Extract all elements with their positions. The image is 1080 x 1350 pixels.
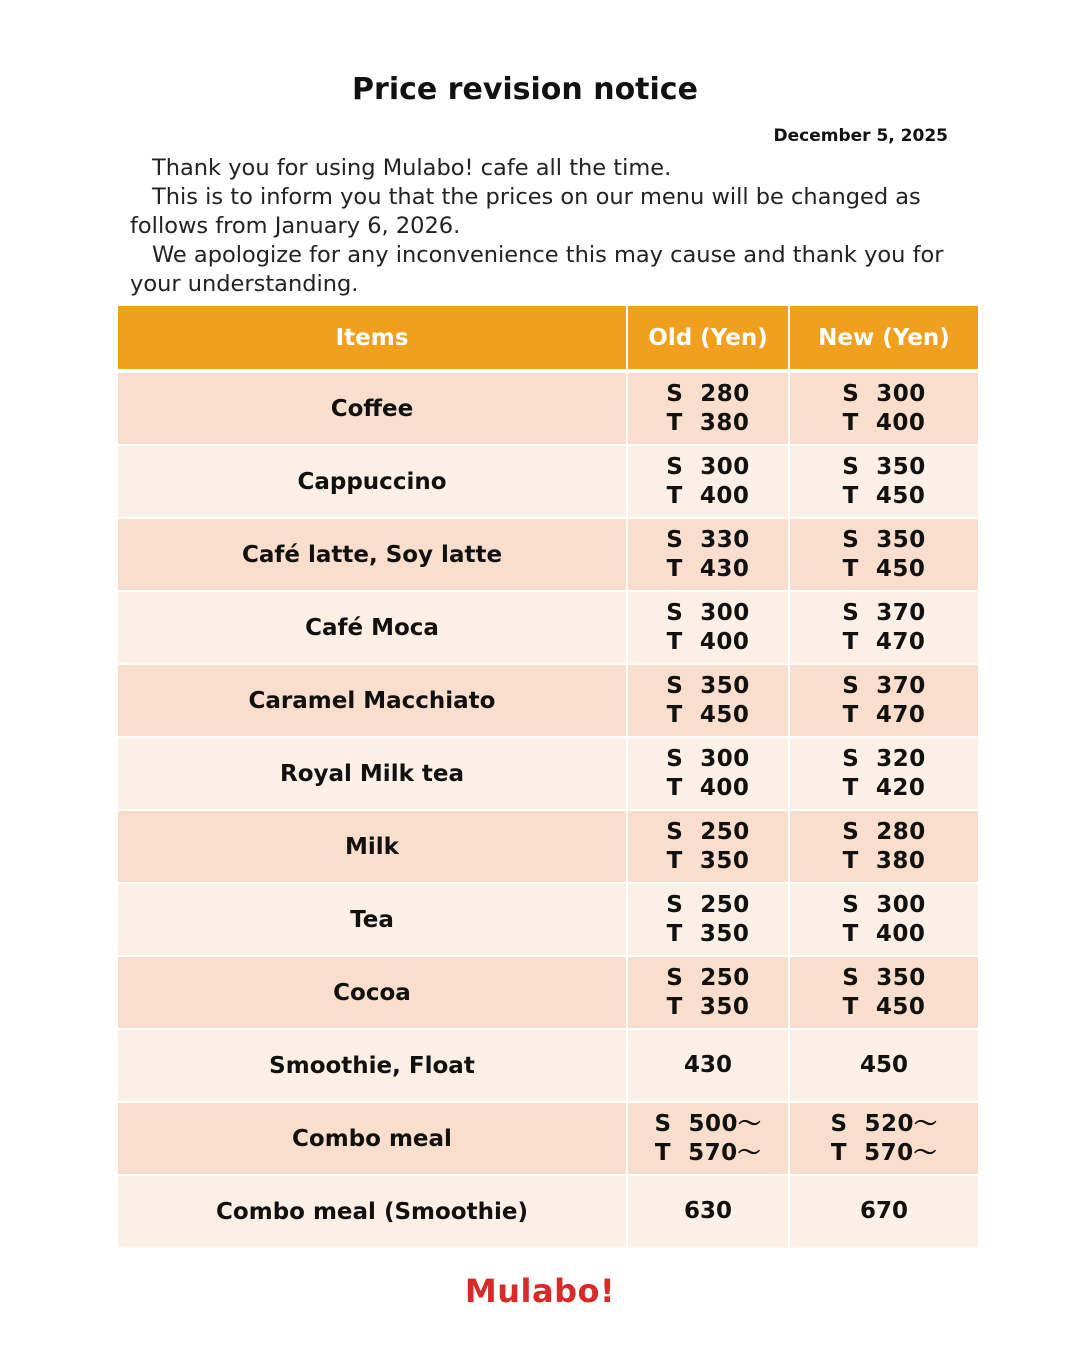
new-price-cell: [789, 591, 978, 664]
old-price-line: T 350: [666, 847, 750, 874]
intro-text: [130, 154, 960, 299]
item-name: Milk: [118, 810, 627, 883]
item-name: Caramel Macchiato: [118, 664, 627, 737]
new-price-line: S 320: [842, 745, 926, 772]
old-price-line: 630: [683, 1198, 732, 1224]
old-price-cell: [627, 883, 789, 956]
header-old-price: Old (Yen): [627, 306, 789, 371]
old-price-line: S 250: [666, 964, 750, 991]
old-price-line: T 450: [666, 701, 750, 728]
old-price-cell: [627, 737, 789, 810]
old-price-line: S 250: [666, 891, 750, 918]
new-price-cell: [789, 737, 978, 810]
mulabo-logo: Mulabo!: [464, 1272, 616, 1310]
old-price-line: S 350: [666, 672, 750, 699]
page-title: Price revision notice: [352, 72, 698, 107]
item-name: Combo meal (Smoothie): [118, 1175, 627, 1248]
old-price-line: T 400: [666, 774, 750, 801]
intro-paragraph: This is to inform you that the prices on our menu will be changed as follows from January 6, 2026.: [130, 184, 921, 239]
table-row: [118, 1175, 978, 1248]
new-price-line: T 450: [842, 555, 926, 582]
new-price-cell: [789, 1029, 978, 1102]
item-name: Café Moca: [118, 591, 627, 664]
old-price-cell: [627, 664, 789, 737]
item-name: Combo meal: [118, 1102, 627, 1175]
item-name: Coffee: [118, 371, 627, 445]
table-row: [118, 591, 978, 664]
old-price-cell: [627, 1175, 789, 1248]
new-price-cell: [789, 1102, 978, 1175]
old-price-cell: [627, 518, 789, 591]
new-price-line: T 420: [842, 774, 926, 801]
old-price-line: T 380: [666, 409, 750, 436]
old-price-line: 430: [683, 1052, 732, 1078]
new-price-line: S 350: [842, 526, 926, 553]
old-price-line: T 400: [666, 482, 750, 509]
old-price-line: T 430: [666, 555, 750, 582]
table-row: [118, 956, 978, 1029]
old-price-cell: [627, 445, 789, 518]
table-row: [118, 371, 978, 445]
new-price-line: S 520～: [830, 1110, 938, 1137]
item-name: Royal Milk tea: [118, 737, 627, 810]
old-price-line: S 330: [666, 526, 750, 553]
new-price-line: S 300: [842, 380, 926, 407]
item-name: Smoothie, Float: [118, 1029, 627, 1102]
table-row: [118, 737, 978, 810]
item-name: Tea: [118, 883, 627, 956]
old-price-line: T 350: [666, 993, 750, 1020]
intro-paragraph: Thank you for using Mulabo! cafe all the time.: [152, 155, 672, 181]
new-price-cell: [789, 371, 978, 445]
table-row: [118, 810, 978, 883]
notice-date: December 5, 2025: [773, 126, 948, 146]
new-price-line: S 350: [842, 453, 926, 480]
new-price-cell: [789, 664, 978, 737]
new-price-line: S 280: [842, 818, 926, 845]
item-name: Cappuccino: [118, 445, 627, 518]
new-price-line: T 450: [842, 482, 926, 509]
price-table: [118, 306, 978, 1249]
new-price-line: S 300: [842, 891, 926, 918]
new-price-line: 450: [859, 1052, 908, 1078]
new-price-cell: [789, 518, 978, 591]
new-price-line: S 350: [842, 964, 926, 991]
new-price-line: T 400: [842, 409, 926, 436]
new-price-line: 670: [859, 1198, 908, 1224]
old-price-line: S 250: [666, 818, 750, 845]
header-items: Items: [118, 306, 627, 371]
old-price-line: S 280: [666, 380, 750, 407]
new-price-line: T 470: [842, 628, 926, 655]
new-price-cell: [789, 883, 978, 956]
new-price-line: S 370: [842, 672, 926, 699]
new-price-line: T 400: [842, 920, 926, 947]
old-price-line: S 300: [666, 599, 750, 626]
old-price-cell: [627, 810, 789, 883]
old-price-cell: [627, 1029, 789, 1102]
table-row: [118, 518, 978, 591]
old-price-cell: [627, 1102, 789, 1175]
item-name: Café latte, Soy latte: [118, 518, 627, 591]
price-table-body: [118, 371, 978, 1248]
new-price-cell: [789, 956, 978, 1029]
old-price-cell: [627, 591, 789, 664]
table-row: [118, 1102, 978, 1175]
old-price-line: T 400: [666, 628, 750, 655]
table-row: [118, 664, 978, 737]
old-price-line: T 570～: [654, 1139, 762, 1166]
old-price-cell: [627, 371, 789, 445]
table-row: [118, 1029, 978, 1102]
new-price-line: T 570～: [830, 1139, 938, 1166]
new-price-line: T 380: [842, 847, 926, 874]
new-price-cell: [789, 445, 978, 518]
old-price-line: S 300: [666, 453, 750, 480]
item-name: Cocoa: [118, 956, 627, 1029]
intro-paragraph: We apologize for any inconvenience this may cause and thank you for your understanding.: [130, 242, 944, 297]
header-new-price: New (Yen): [789, 306, 978, 371]
old-price-line: S 500～: [654, 1110, 762, 1137]
new-price-line: S 370: [842, 599, 926, 626]
old-price-line: S 300: [666, 745, 750, 772]
old-price-cell: [627, 956, 789, 1029]
new-price-cell: [789, 810, 978, 883]
table-row: [118, 883, 978, 956]
table-row: [118, 445, 978, 518]
new-price-line: T 450: [842, 993, 926, 1020]
new-price-line: T 470: [842, 701, 926, 728]
old-price-line: T 350: [666, 920, 750, 947]
new-price-cell: [789, 1175, 978, 1248]
table-header-row: [118, 306, 978, 371]
